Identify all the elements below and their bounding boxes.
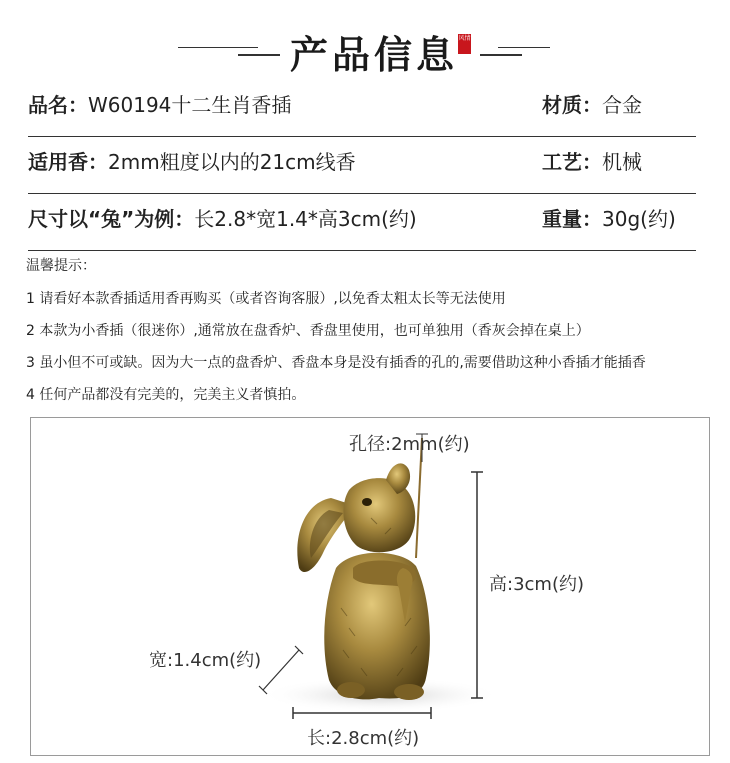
header-deco-line-left-bottom — [238, 54, 280, 56]
width-label: 宽:1.4cm(约) — [149, 650, 262, 671]
rabbit-foot-right — [394, 684, 424, 700]
section-header — [0, 22, 730, 82]
product-photo-frame — [30, 417, 710, 756]
height-label: 高:3cm(约) — [489, 574, 584, 595]
divider — [28, 250, 696, 251]
spec-row-size — [28, 194, 696, 251]
spec-value: 30g(约) — [602, 207, 676, 231]
spec-row-name — [28, 80, 696, 137]
spec-label: 工艺： — [542, 150, 602, 174]
spec-value: 2mm粗度以内的21cm线香 — [108, 150, 356, 174]
product-photo — [31, 418, 709, 755]
rabbit-foot-left — [337, 682, 365, 698]
spec-label: 材质： — [542, 93, 602, 117]
spec-label: 品名： — [28, 93, 88, 117]
note-item: 4 任何产品都没有完美的，完美主义者慎拍。 — [26, 387, 306, 403]
notes-title: 温馨提示： — [26, 258, 96, 274]
spec-label: 尺寸以“兔”为例： — [28, 207, 195, 231]
spec-value: 长2.8*宽1.4*高3cm(约) — [194, 207, 417, 231]
header-deco-line-left-top — [178, 47, 258, 48]
spec-row-incense — [28, 137, 696, 194]
page-title: 产品信息 — [290, 33, 459, 77]
header-deco-line-right-bottom — [480, 54, 522, 56]
header-deco-line-right-top — [498, 47, 550, 48]
spec-value: W60194十二生肖香插 — [88, 93, 292, 117]
rabbit-eye — [362, 498, 372, 506]
spec-label: 重量： — [542, 207, 602, 231]
incense-stick — [416, 438, 422, 558]
note-item: 1 请看好本款香插适用香再购买（或者咨询客服）,以免香太粗太长等无法使用 — [26, 291, 506, 307]
length-label: 长:2.8cm(约) — [307, 728, 420, 749]
spec-value: 合金 — [602, 93, 642, 117]
spec-label: 适用香： — [28, 150, 108, 174]
seal-stamp: 风情 — [458, 34, 471, 54]
note-item: 3 虽小但不可或缺。因为大一点的盘香炉、香盘本身是没有插香的孔的,需要借助这种小香插才能插香 — [26, 355, 646, 371]
note-item: 2 本款为小香插（很迷你）,通常放在盘香炉、香盘里使用，也可单独用（香灰会掉在桌上） — [26, 323, 590, 339]
spec-value: 机械 — [602, 150, 642, 174]
hole-diameter-label: 孔径:2mm(约) — [349, 434, 470, 455]
